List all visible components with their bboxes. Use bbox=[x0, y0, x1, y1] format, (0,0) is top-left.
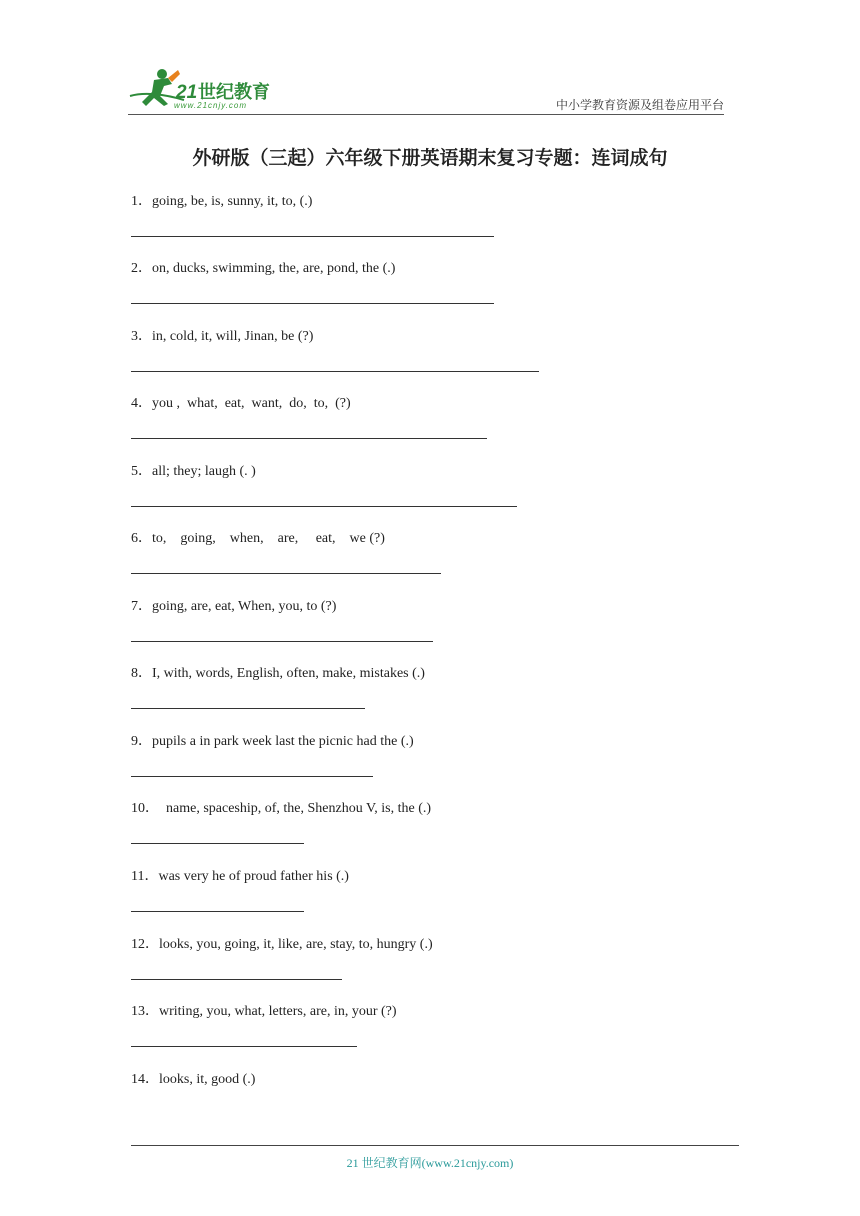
question-4: 4．you , what, eat, want, do, to, (?) bbox=[131, 396, 351, 411]
answer-line-3 bbox=[131, 371, 539, 372]
svg-text:世纪教育: 世纪教育 bbox=[198, 82, 270, 103]
footer-text: 21 世纪教育网(www.21cnjy.com) bbox=[346, 1156, 514, 1170]
svg-text:21: 21 bbox=[176, 82, 198, 103]
logo-url: www.21cnjy.com bbox=[174, 101, 247, 110]
question-5: 5．all; they; laugh (. ) bbox=[131, 464, 256, 479]
question-8: 8．I, with, words, English, often, make, mistakes (.) bbox=[131, 666, 425, 681]
logo bbox=[124, 66, 294, 114]
question-11: 11．was very he of proud father his (.) bbox=[131, 869, 349, 884]
question-7: 7．going, are, eat, When, you, to (?) bbox=[131, 599, 337, 614]
answer-line-6 bbox=[131, 573, 441, 574]
question-3: 3．in, cold, it, will, Jinan, be (?) bbox=[131, 329, 314, 344]
answer-line-5 bbox=[131, 506, 517, 507]
page-title: 外研版（三起）六年级下册英语期末复习专题：连词成句 bbox=[192, 147, 668, 169]
question-1: 1．going, be, is, sunny, it, to, (.) bbox=[131, 194, 313, 209]
answer-line-4 bbox=[131, 438, 487, 439]
question-6: 6．to, going, when, are, eat, we (?) bbox=[131, 531, 385, 546]
question-2: 2．on, ducks, swimming, the, are, pond, the (.) bbox=[131, 261, 396, 276]
answer-line-11 bbox=[131, 911, 304, 912]
question-12: 12．looks, you, going, it, like, are, stay, to, hungry (.) bbox=[131, 937, 433, 952]
page-header bbox=[124, 66, 724, 118]
header-divider bbox=[128, 114, 724, 115]
footer-divider bbox=[131, 1145, 739, 1146]
answer-line-2 bbox=[131, 303, 494, 304]
answer-line-10 bbox=[131, 843, 304, 844]
question-10: 10． name, spaceship, of, the, Shenzhou V, is, the (.) bbox=[131, 801, 432, 816]
answer-line-9 bbox=[131, 776, 373, 777]
question-9: 9．pupils a in park week last the picnic had the (.) bbox=[131, 734, 414, 749]
answer-line-12 bbox=[131, 979, 342, 980]
answer-line-13 bbox=[131, 1046, 357, 1047]
question-14: 14．looks, it, good (.) bbox=[131, 1072, 256, 1087]
answer-line-8 bbox=[131, 708, 365, 709]
question-13: 13．writing, you, what, letters, are, in, your (?) bbox=[131, 1004, 397, 1019]
answer-line-1 bbox=[131, 236, 494, 237]
platform-slogan: 中小学教育资源及组卷应用平台 bbox=[555, 98, 724, 112]
answer-line-7 bbox=[131, 641, 433, 642]
